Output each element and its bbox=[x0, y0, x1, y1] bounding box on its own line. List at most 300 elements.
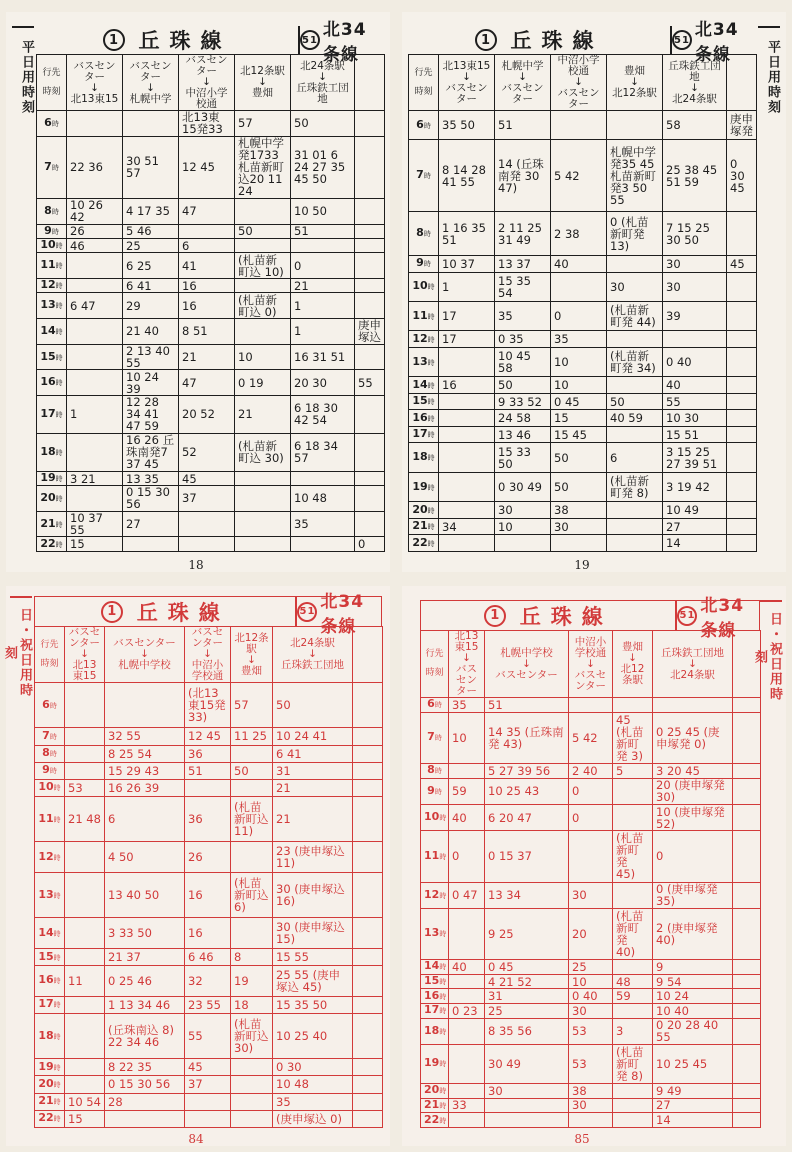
time-cell: 27 bbox=[653, 1098, 733, 1113]
hour-value: 13 bbox=[38, 887, 54, 901]
time-cell: 31 bbox=[485, 989, 569, 1004]
time-cell: 10 45 58 bbox=[495, 347, 551, 376]
table-row bbox=[421, 882, 761, 908]
time-cell: 30 51 57 bbox=[123, 136, 179, 199]
hour-cell bbox=[421, 1083, 449, 1098]
hour-cell bbox=[35, 918, 65, 949]
time-cell: (札苗新町発 45) bbox=[613, 831, 653, 882]
time-cell: 8 14 28 41 55 bbox=[439, 140, 495, 212]
hour-cell bbox=[409, 502, 439, 519]
table-row bbox=[421, 778, 761, 804]
route-name: 丘珠線 bbox=[138, 29, 232, 53]
time-cell: 0 (庚申塚発 35) bbox=[653, 882, 733, 908]
time-cell: 30 bbox=[569, 882, 613, 908]
hour-suffix: 時 bbox=[439, 978, 447, 987]
time-cell: (札苗新町発 40) bbox=[613, 908, 653, 959]
time-cell: 10 48 bbox=[291, 486, 355, 512]
route2-number-badge: 51 bbox=[297, 602, 317, 622]
time-cell: 16 31 51 bbox=[291, 344, 355, 370]
hour-cell bbox=[37, 511, 67, 537]
corner-dest-label: 行先 bbox=[414, 67, 433, 78]
time-cell bbox=[65, 1059, 105, 1076]
time-cell bbox=[449, 764, 485, 779]
hour-suffix: 時 bbox=[55, 353, 63, 362]
route2-title bbox=[675, 595, 759, 641]
hour-cell bbox=[35, 683, 65, 728]
time-cell bbox=[727, 518, 757, 535]
time-cell bbox=[65, 728, 105, 745]
hour-cell bbox=[421, 1004, 449, 1019]
hour-value: 21 bbox=[412, 519, 428, 533]
hour-suffix: 時 bbox=[423, 260, 431, 269]
time-cell bbox=[733, 1018, 761, 1044]
hour-suffix: 時 bbox=[53, 953, 61, 962]
time-cell: 3 15 25 27 39 51 bbox=[663, 443, 727, 472]
hour-suffix: 時 bbox=[49, 732, 57, 741]
time-cell: 12 28 34 41 47 59 bbox=[123, 395, 179, 433]
hour-suffix: 時 bbox=[439, 1027, 447, 1036]
time-cell: 41 bbox=[179, 253, 235, 279]
time-cell bbox=[67, 279, 123, 293]
time-cell: 札幌中学発1733 札苗新町込20 11 24 bbox=[235, 136, 291, 199]
time-cell: 0 23 bbox=[449, 1004, 485, 1019]
hour-suffix: 時 bbox=[427, 539, 435, 548]
time-cell: 30 bbox=[663, 272, 727, 301]
time-cell: 35 bbox=[449, 698, 485, 713]
time-cell: 9 25 bbox=[485, 908, 569, 959]
time-cell: 30 bbox=[569, 1004, 613, 1019]
hour-cell bbox=[37, 433, 67, 471]
hour-value: 18 bbox=[412, 450, 428, 464]
time-cell: 0 45 bbox=[485, 960, 569, 975]
time-cell: 10 54 bbox=[65, 1093, 105, 1110]
corner-header bbox=[421, 631, 449, 698]
time-cell: 15 bbox=[67, 537, 123, 552]
time-cell: (札苗新町込 30) bbox=[231, 1013, 273, 1058]
time-cell bbox=[231, 1076, 273, 1093]
time-cell: 0 40 bbox=[569, 989, 613, 1004]
time-cell bbox=[67, 486, 123, 512]
table-row bbox=[409, 256, 757, 273]
hour-cell bbox=[421, 831, 449, 882]
time-cell: 0 30 45 bbox=[727, 140, 757, 212]
page-number: 19 bbox=[574, 558, 590, 572]
time-cell: (庚申塚込 0) bbox=[273, 1110, 353, 1127]
hour-value: 15 bbox=[40, 349, 56, 363]
time-cell bbox=[185, 1093, 231, 1110]
time-cell bbox=[607, 518, 663, 535]
table-row bbox=[37, 293, 385, 319]
hour-cell bbox=[409, 377, 439, 394]
column-header: バスセンター ↓ 北13東15 bbox=[65, 627, 105, 683]
time-cell: 9 54 bbox=[653, 974, 733, 989]
time-cell bbox=[733, 831, 761, 882]
time-cell bbox=[733, 974, 761, 989]
hour-cell bbox=[409, 212, 439, 256]
route2-title bbox=[295, 591, 381, 637]
hour-suffix: 時 bbox=[55, 379, 63, 388]
time-cell bbox=[355, 395, 385, 433]
hour-suffix: 時 bbox=[439, 1087, 447, 1096]
time-cell: 50 bbox=[291, 111, 355, 137]
time-cell: 8 35 56 bbox=[485, 1018, 569, 1044]
hour-suffix: 時 bbox=[53, 891, 61, 900]
column-header bbox=[727, 55, 757, 111]
table-row bbox=[37, 136, 385, 199]
time-cell: 22 36 bbox=[67, 136, 123, 199]
time-cell bbox=[67, 111, 123, 137]
hour-suffix: 時 bbox=[427, 312, 435, 321]
column-header: バスセンター ↓ 中沼小学校通 bbox=[179, 55, 235, 111]
time-cell: 8 25 54 bbox=[105, 745, 185, 762]
hour-value: 15 bbox=[38, 949, 54, 963]
route2-name: 北34条線 bbox=[700, 595, 745, 641]
time-cell: 50 bbox=[495, 377, 551, 394]
hour-suffix: 時 bbox=[427, 283, 435, 292]
time-cell: 5 27 39 56 bbox=[485, 764, 569, 779]
time-cell: 40 bbox=[663, 377, 727, 394]
time-cell bbox=[727, 472, 757, 501]
corner-dest-label: 行先 bbox=[42, 67, 61, 78]
header-row bbox=[421, 631, 761, 698]
corner-time-label: 時刻 bbox=[40, 658, 59, 669]
time-cell bbox=[613, 1113, 653, 1128]
time-cell bbox=[231, 1110, 273, 1127]
hour-cell bbox=[37, 224, 67, 238]
hour-cell bbox=[421, 1098, 449, 1113]
time-cell bbox=[353, 796, 383, 841]
hour-cell bbox=[37, 537, 67, 552]
hour-suffix: 時 bbox=[51, 207, 59, 216]
hour-cell bbox=[421, 908, 449, 959]
hour-suffix: 時 bbox=[434, 767, 442, 776]
hour-value: 14 bbox=[40, 323, 56, 337]
hour-suffix: 時 bbox=[53, 1032, 61, 1041]
hour-cell bbox=[409, 347, 439, 376]
hour-suffix: 時 bbox=[55, 520, 63, 529]
time-cell bbox=[727, 535, 757, 552]
time-cell bbox=[185, 1110, 231, 1127]
hour-cell bbox=[409, 111, 439, 140]
time-cell bbox=[355, 239, 385, 253]
column-header bbox=[733, 631, 761, 698]
hour-value: 7 bbox=[427, 730, 435, 744]
time-cell: 18 bbox=[231, 996, 273, 1013]
time-cell: (札苗新町込 0) bbox=[235, 293, 291, 319]
hour-value: 16 bbox=[412, 410, 428, 424]
time-cell: 6 41 bbox=[273, 745, 353, 762]
time-cell: 11 25 bbox=[231, 728, 273, 745]
hour-suffix: 時 bbox=[53, 929, 61, 938]
time-cell bbox=[355, 253, 385, 279]
hour-cell bbox=[421, 989, 449, 1004]
hour-value: 20 bbox=[424, 1083, 440, 1097]
hour-suffix: 時 bbox=[427, 414, 435, 423]
time-cell bbox=[123, 537, 179, 552]
time-cell bbox=[733, 712, 761, 763]
time-cell: 40 bbox=[449, 804, 485, 830]
time-cell: 40 bbox=[551, 256, 607, 273]
hour-suffix: 時 bbox=[55, 448, 63, 457]
table-row bbox=[409, 443, 757, 472]
time-cell: 32 bbox=[185, 966, 231, 997]
hour-value: 10 bbox=[38, 780, 54, 794]
table-row bbox=[409, 518, 757, 535]
hour-value: 11 bbox=[38, 811, 54, 825]
timetable-grid bbox=[36, 54, 385, 552]
time-cell: 50 bbox=[235, 224, 291, 238]
time-cell bbox=[291, 239, 355, 253]
hour-value: 22 bbox=[38, 1111, 54, 1125]
time-cell: 0 40 bbox=[663, 347, 727, 376]
time-cell: 6 bbox=[105, 796, 185, 841]
column-header: 豊畑 ↓ 北12条駅 bbox=[613, 631, 653, 698]
route-name: 丘珠線 bbox=[519, 604, 613, 629]
table-row bbox=[37, 239, 385, 253]
time-cell bbox=[613, 778, 653, 804]
time-cell bbox=[179, 511, 235, 537]
time-cell bbox=[733, 764, 761, 779]
hour-value: 7 bbox=[42, 728, 50, 742]
table-row bbox=[37, 279, 385, 293]
hour-suffix: 時 bbox=[439, 814, 447, 823]
time-cell bbox=[733, 908, 761, 959]
time-cell bbox=[355, 511, 385, 537]
table-row bbox=[35, 796, 383, 841]
time-cell bbox=[733, 960, 761, 975]
hour-cell bbox=[421, 882, 449, 908]
table-row bbox=[37, 253, 385, 279]
corner-time-label: 時刻 bbox=[425, 668, 444, 678]
time-cell: 21 bbox=[235, 395, 291, 433]
time-cell: 53 bbox=[569, 1018, 613, 1044]
time-cell bbox=[235, 486, 291, 512]
time-cell: 21 37 bbox=[105, 948, 185, 965]
hour-suffix: 時 bbox=[55, 540, 63, 549]
route-title bbox=[36, 26, 298, 54]
column-header: 北13東15 ↓ バスセンター bbox=[449, 631, 485, 698]
time-cell: 6 18 30 42 54 bbox=[291, 395, 355, 433]
time-cell: (丘珠南込 8) 22 34 46 bbox=[105, 1013, 185, 1058]
table-row bbox=[35, 1093, 383, 1110]
hour-cell bbox=[35, 762, 65, 779]
time-cell bbox=[65, 683, 105, 728]
hour-suffix: 時 bbox=[427, 335, 435, 344]
time-cell: 45 bbox=[179, 471, 235, 485]
timetable-grid bbox=[408, 54, 757, 552]
hour-suffix: 時 bbox=[51, 227, 59, 236]
time-cell: 52 bbox=[179, 433, 235, 471]
route-number-badge: 1 bbox=[101, 601, 123, 623]
time-cell: 16 bbox=[185, 872, 231, 917]
time-cell: 14 bbox=[653, 1113, 733, 1128]
time-cell: 6 bbox=[179, 239, 235, 253]
hour-cell bbox=[421, 1113, 449, 1128]
page-number: 18 bbox=[188, 558, 204, 572]
time-cell: 2 11 25 31 49 bbox=[495, 212, 551, 256]
time-cell bbox=[613, 1083, 653, 1098]
column-header: 北24条駅 ↓ 丘珠鉄工団地 bbox=[291, 55, 355, 111]
time-cell: 45 bbox=[727, 256, 757, 273]
table-row bbox=[409, 140, 757, 212]
table-row bbox=[35, 872, 383, 917]
hour-value: 16 bbox=[38, 973, 54, 987]
time-cell bbox=[569, 831, 613, 882]
route-name: 丘珠線 bbox=[510, 29, 604, 53]
hour-value: 8 bbox=[416, 226, 424, 240]
time-cell bbox=[727, 212, 757, 256]
time-cell: 15 35 50 bbox=[273, 996, 353, 1013]
route2-name: 北34条線 bbox=[322, 20, 367, 65]
time-cell: 0 bbox=[653, 831, 733, 882]
hour-cell bbox=[37, 471, 67, 485]
time-cell bbox=[65, 842, 105, 873]
time-cell bbox=[353, 996, 383, 1013]
time-cell bbox=[551, 272, 607, 301]
hour-value: 12 bbox=[424, 887, 440, 901]
time-cell: 48 bbox=[613, 974, 653, 989]
time-cell bbox=[65, 918, 105, 949]
hour-cell bbox=[421, 960, 449, 975]
table-row bbox=[421, 908, 761, 959]
time-cell bbox=[653, 698, 733, 713]
hour-suffix: 時 bbox=[427, 398, 435, 407]
time-cell: 25 bbox=[569, 960, 613, 975]
time-cell: 38 bbox=[551, 502, 607, 519]
table-row bbox=[421, 974, 761, 989]
time-cell bbox=[727, 443, 757, 472]
hour-value: 9 bbox=[427, 783, 435, 797]
table-row bbox=[409, 502, 757, 519]
time-cell bbox=[551, 111, 607, 140]
time-cell: 35 bbox=[273, 1093, 353, 1110]
time-cell: 6 20 47 bbox=[485, 804, 569, 830]
hour-value: 18 bbox=[40, 444, 56, 458]
time-cell bbox=[353, 1059, 383, 1076]
time-cell bbox=[733, 698, 761, 713]
hour-value: 12 bbox=[38, 849, 54, 863]
time-cell bbox=[353, 745, 383, 762]
hour-value: 6 bbox=[42, 697, 50, 711]
table-row bbox=[409, 535, 757, 552]
column-header: 札幌中学校 ↓ バスセンター bbox=[485, 631, 569, 698]
hour-suffix: 時 bbox=[49, 767, 57, 776]
table-row bbox=[37, 395, 385, 433]
time-cell: 30 bbox=[551, 518, 607, 535]
time-cell: 30 bbox=[495, 502, 551, 519]
time-cell: 45 (札苗新町発 3) bbox=[613, 712, 653, 763]
hour-suffix: 時 bbox=[439, 852, 447, 861]
time-cell bbox=[727, 331, 757, 348]
time-cell: 14 (丘珠南発 30 47) bbox=[495, 140, 551, 212]
time-cell bbox=[607, 426, 663, 443]
hour-cell bbox=[37, 199, 67, 225]
hour-cell bbox=[35, 1110, 65, 1127]
column-header: バスセンター ↓ 札幌中学 bbox=[123, 55, 179, 111]
time-cell: 庚申塚込 bbox=[355, 319, 385, 345]
time-cell bbox=[727, 347, 757, 376]
table-row bbox=[37, 199, 385, 225]
time-cell bbox=[449, 1045, 485, 1084]
column-header bbox=[355, 55, 385, 111]
time-cell bbox=[439, 393, 495, 410]
time-cell: 1 bbox=[439, 272, 495, 301]
route-title bbox=[421, 602, 675, 630]
time-cell: 50 bbox=[551, 443, 607, 472]
time-cell bbox=[235, 199, 291, 225]
time-cell bbox=[65, 872, 105, 917]
time-cell bbox=[733, 1083, 761, 1098]
hour-value: 20 bbox=[412, 502, 428, 516]
hour-suffix: 時 bbox=[53, 815, 61, 824]
route2-title bbox=[298, 20, 384, 65]
time-cell: 10 25 40 bbox=[273, 1013, 353, 1058]
time-cell: 19 bbox=[231, 966, 273, 997]
time-cell bbox=[179, 224, 235, 238]
time-cell: 51 bbox=[291, 224, 355, 238]
hour-value: 19 bbox=[40, 471, 56, 484]
time-cell: 37 bbox=[185, 1076, 231, 1093]
hour-suffix: 時 bbox=[439, 1060, 447, 1069]
hour-cell bbox=[421, 698, 449, 713]
time-cell bbox=[449, 1113, 485, 1128]
hour-value: 6 bbox=[416, 117, 424, 131]
table-row bbox=[409, 472, 757, 501]
hour-cell bbox=[421, 764, 449, 779]
hour-suffix: 時 bbox=[427, 381, 435, 390]
time-cell bbox=[353, 918, 383, 949]
hour-value: 11 bbox=[424, 848, 440, 862]
time-cell bbox=[65, 1013, 105, 1058]
time-cell: 0 30 bbox=[273, 1059, 353, 1076]
time-cell bbox=[355, 199, 385, 225]
time-cell: 15 55 bbox=[273, 948, 353, 965]
time-cell bbox=[355, 279, 385, 293]
hour-value: 10 bbox=[424, 810, 440, 824]
time-cell bbox=[439, 535, 495, 552]
hour-suffix: 時 bbox=[53, 977, 61, 986]
time-cell: 29 bbox=[123, 293, 179, 319]
hour-value: 21 bbox=[424, 1097, 440, 1111]
table-row bbox=[37, 370, 385, 396]
time-cell bbox=[65, 745, 105, 762]
column-header: 豊畑 ↓ 北12条駅 bbox=[607, 55, 663, 111]
time-cell bbox=[353, 1076, 383, 1093]
time-cell: (札苗新町発 8) bbox=[613, 1045, 653, 1084]
time-cell: 0 bbox=[449, 831, 485, 882]
time-cell: 51 bbox=[495, 111, 551, 140]
side-label: 日・祝日用時刻 bbox=[760, 600, 782, 712]
column-header: 北12条駅 ↓ 豊畑 bbox=[231, 627, 273, 683]
time-cell: 6 46 bbox=[185, 948, 231, 965]
table-row bbox=[409, 410, 757, 427]
hour-value: 9 bbox=[42, 763, 50, 777]
table-row bbox=[35, 728, 383, 745]
hour-value: 17 bbox=[38, 997, 54, 1011]
time-cell bbox=[65, 948, 105, 965]
time-cell: 0 bbox=[355, 537, 385, 552]
time-cell bbox=[607, 535, 663, 552]
hour-suffix: 時 bbox=[439, 930, 447, 939]
time-cell: 40 bbox=[449, 960, 485, 975]
table-row bbox=[409, 426, 757, 443]
time-cell bbox=[485, 1098, 569, 1113]
time-cell: 13 40 50 bbox=[105, 872, 185, 917]
time-cell bbox=[439, 472, 495, 501]
time-cell: 15 29 43 bbox=[105, 762, 185, 779]
hour-value: 18 bbox=[38, 1028, 54, 1042]
time-cell: 16 26 39 bbox=[105, 779, 185, 796]
